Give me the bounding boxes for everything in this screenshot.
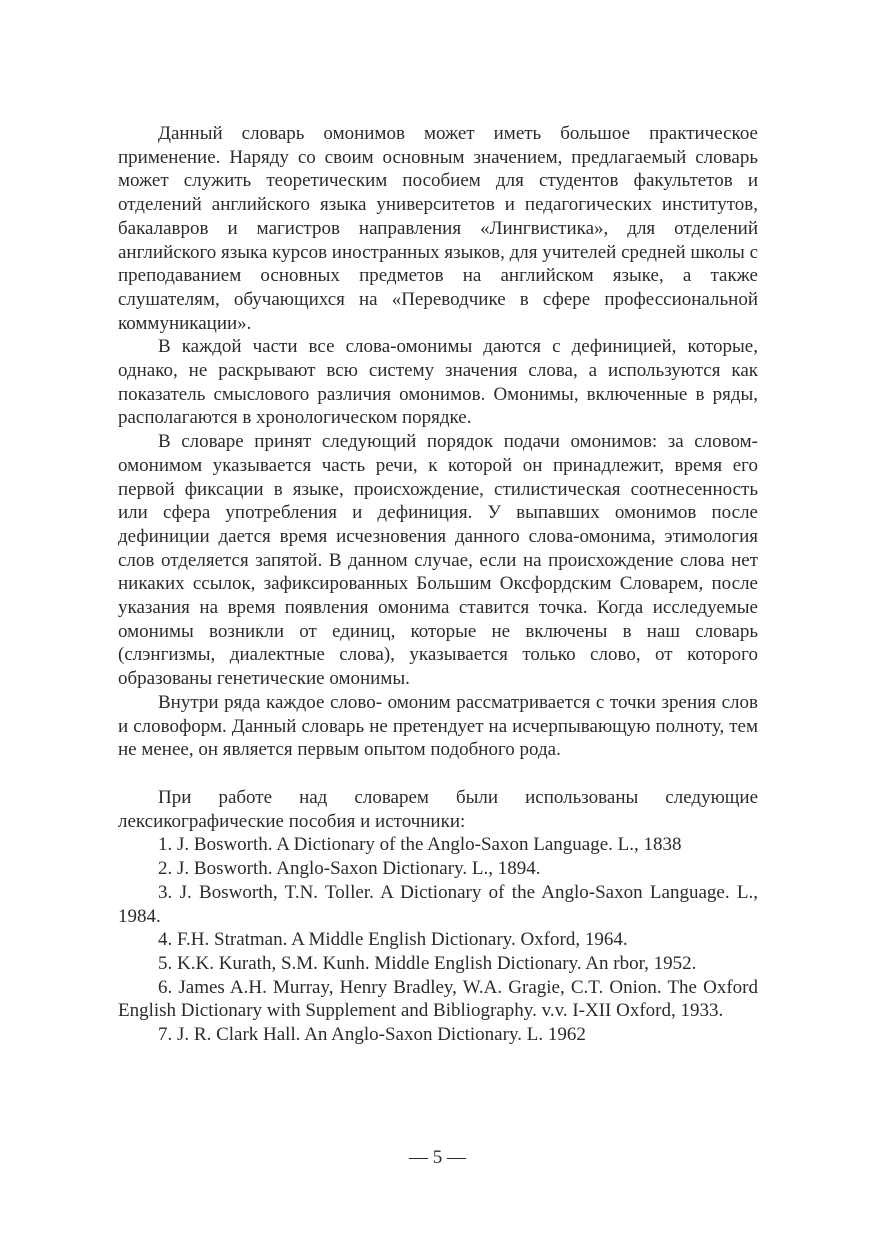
source-item: 6. James A.H. Murray, Henry Bradley, W.A. Gragie, C.T. Onion. The Oxford English Dictionary with Supplement and Bibliography. v.v. I-XII Oxford, 1933. [118,976,758,1022]
section-gap [118,762,758,786]
source-item: 5. K.K. Kurath, S.M. Kunh. Middle English Dictionary. An rbor, 1952. [158,952,697,974]
page-number: — 5 — [409,1147,466,1168]
sources-intro: При работе над словарем были использованы следующие лексикографические пособия и источники: [118,786,758,832]
paragraph-definitions: В каждой части все слова-омонимы даются с дефиницией, которые, однако, не раскрывают всю систему значения слова, а используются как показатель смыслового различия омонимов. Омонимы, включенные в ряды, располагаются в хронологическом порядке. [118,336,758,429]
page-body [118,122,758,1047]
paragraph-purpose: Данный словарь омонимов может иметь большое практическое применение. Наряду со своим основным значением, предлагаемый словарь может служить теоретическим пособием для студентов факультетов и отделений английского языка университетов и педагогических институтов, бакалавров и магистров направления «Лингвистика», для отделений английского языка курсов иностранных языков, для учителей средней школы с преподаванием основных предметов на английском языке, а также слушателям, обучающихся на «Переводчике в сфере профессиональной коммуникации». [118,123,758,334]
sources-list [118,833,758,1046]
source-item: 1. J. Bosworth. A Dictionary of the Anglo-Saxon Language. L., 1838 [158,834,682,856]
source-item: 4. F.H. Stratman. A Middle English Dictionary. Oxford, 1964. [158,929,628,951]
source-item: 2. J. Bosworth. Anglo-Saxon Dictionary. L., 1894. [158,858,541,880]
source-item: 7. J. R. Clark Hall. An Anglo-Saxon Dictionary. L. 1962 [158,1024,586,1046]
paragraph-scope: Внутри ряда каждое слово- омоним рассматривается с точки зрения слов и словоформ. Данный словарь не претендует на исчерпывающую полноту, тем не менее, он является первым опытом подобного рода. [118,691,758,761]
source-item: 3. J. Bosworth, T.N. Toller. A Dictionary of the Anglo-Saxon Language. L., 1984. [118,881,758,927]
paragraph-order: В словаре принят следующий порядок подачи омонимов: за словом-омонимом указывается часть речи, к которой он принадлежит, время его первой фиксации в языке, происхождение, стилистическая соотнесенность или сфера употребления и дефиниция. У выпавших омонимов после дефиниции дается время исчезновения данного слова-омонима, этимология слов отделяется запятой. В данном случае, если на происхождение слова нет никаких ссылок, зафиксированных Большим Оксфордским Словарем, после указания на время появления омонима ставится точка. Когда исследуемые омонимы возникли от единиц, которые не включены в наш словарь (слэнгизмы, диалектные слова), указывается только слово, от которого образованы генетические омонимы. [118,431,758,690]
